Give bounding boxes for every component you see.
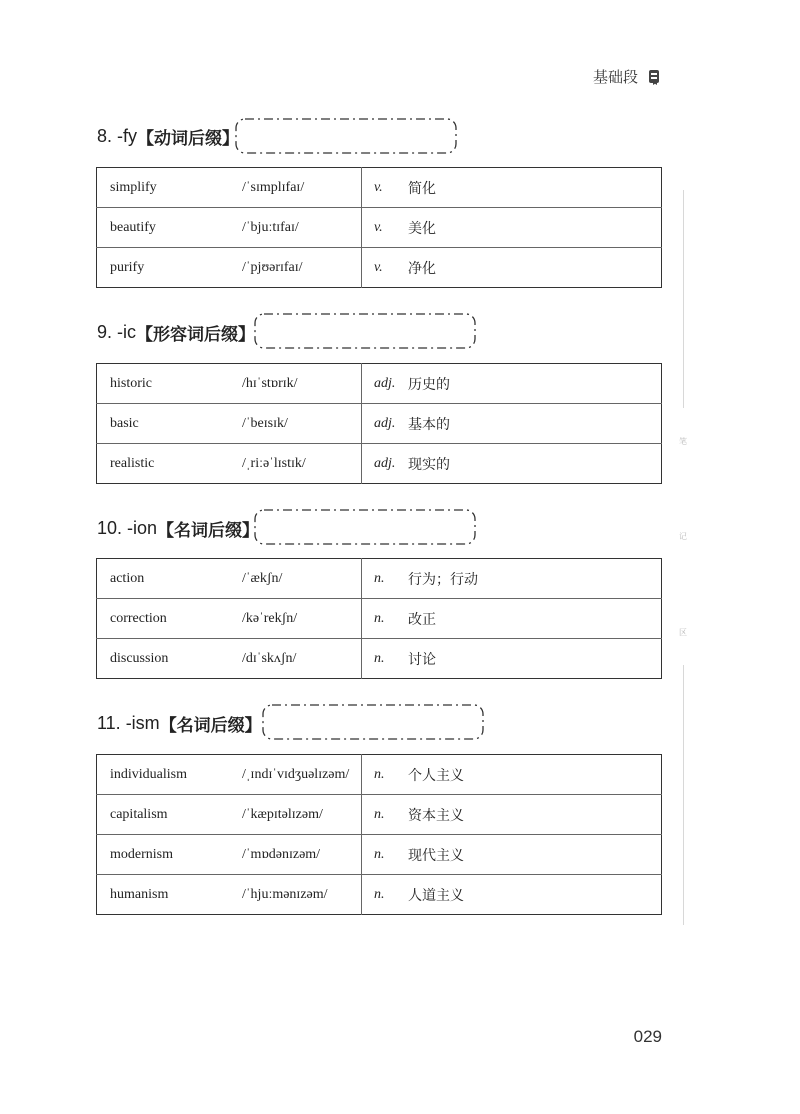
page-number: 029	[633, 1027, 662, 1046]
vocab-table-11	[96, 754, 662, 915]
part-of-speech: n.	[362, 639, 409, 679]
table-row	[97, 639, 662, 679]
answer-blank-box[interactable]	[235, 118, 457, 154]
vocab-table-8	[96, 167, 662, 288]
table-row	[97, 444, 662, 484]
phonetic: /ˌɪndɪˈvɪdʒuəlɪzəm/	[242, 766, 350, 782]
meaning: 现代主义	[408, 835, 662, 875]
meaning: 简化	[408, 181, 436, 197]
meaning: 讨论	[408, 639, 662, 679]
part-of-speech: v.	[362, 248, 409, 288]
part-of-speech: adj.	[362, 364, 409, 404]
side-divider-top	[683, 190, 684, 408]
word: correction	[97, 599, 243, 639]
section-number: 10. -ion	[97, 518, 158, 538]
phonetic: /ˈpjʊərɪfaɪ/	[242, 248, 362, 288]
book-flag-icon	[648, 69, 660, 85]
part-of-speech: n.	[362, 599, 409, 639]
part-of-speech: n.	[362, 875, 409, 915]
section-label: 【名词后缀】	[159, 716, 262, 736]
word: historic	[110, 375, 152, 391]
phonetic: /dɪˈskʌʃn/	[242, 639, 362, 679]
phonetic: /ˈækʃn/	[242, 570, 283, 586]
meaning: 资本主义	[408, 795, 662, 835]
section-number: 9. -ic	[97, 322, 137, 342]
part-of-speech: adj.	[362, 404, 409, 444]
answer-blank-box[interactable]	[254, 509, 476, 545]
word: modernism	[97, 835, 243, 875]
meaning: 人道主义	[408, 875, 662, 915]
phonetic: /ˈsɪmplɪfaɪ/	[242, 179, 305, 195]
table-row	[97, 559, 662, 599]
phonetic: /kəˈrekʃn/	[242, 599, 362, 639]
phonetic: /hɪˈstɒrɪk/	[242, 375, 298, 391]
phonetic: /ˈbjuːtɪfaɪ/	[242, 208, 362, 248]
table-row	[97, 248, 662, 288]
section-number: 8. -fy	[97, 126, 138, 146]
meaning: 现实的	[408, 444, 662, 484]
table-row	[97, 364, 662, 404]
part-of-speech: n.	[362, 559, 409, 599]
section-title-11	[97, 711, 262, 736]
table-row	[97, 168, 662, 208]
phonetic: /ˈhjuːmənɪzəm/	[242, 875, 362, 915]
word: beautify	[97, 208, 243, 248]
word: basic	[97, 404, 243, 444]
meaning: 改正	[408, 599, 662, 639]
meaning: 个人主义	[408, 768, 464, 784]
section-label: 【名词后缀】	[157, 521, 260, 541]
section-label: 【形容词后缀】	[136, 325, 256, 345]
chapter-title: 基础段	[592, 68, 638, 86]
table-row	[97, 835, 662, 875]
word: discussion	[97, 639, 243, 679]
side-divider-bottom	[683, 665, 684, 925]
meaning: 基本的	[408, 404, 662, 444]
table-row	[97, 875, 662, 915]
part-of-speech: n.	[362, 835, 409, 875]
answer-blank-box[interactable]	[254, 313, 476, 349]
section-title-8	[97, 124, 239, 149]
table-row	[97, 795, 662, 835]
side-label-2: 记	[679, 532, 687, 541]
vocab-table-9	[96, 363, 662, 484]
section-number: 11. -ism	[97, 713, 160, 733]
word: humanism	[97, 875, 243, 915]
meaning: 历史的	[408, 377, 450, 393]
answer-blank-box[interactable]	[262, 704, 484, 740]
side-label-3: 区	[679, 628, 687, 637]
phonetic: /ˈkæpɪtəlɪzəm/	[242, 795, 362, 835]
phonetic: /ˌriːəˈlɪstɪk/	[242, 444, 362, 484]
table-row	[97, 208, 662, 248]
vocab-table-10	[96, 558, 662, 679]
meaning: 美化	[408, 208, 662, 248]
part-of-speech: n.	[362, 755, 409, 795]
part-of-speech: v.	[362, 168, 409, 208]
table-row	[97, 599, 662, 639]
word: capitalism	[97, 795, 243, 835]
phonetic: /ˈmɒdənɪzəm/	[242, 835, 362, 875]
section-title-10	[97, 516, 259, 541]
side-label-1: 笔	[679, 437, 687, 446]
part-of-speech: v.	[362, 208, 409, 248]
section-label: 【动词后缀】	[137, 129, 240, 149]
part-of-speech: n.	[362, 795, 409, 835]
word: individualism	[110, 766, 187, 782]
table-row	[97, 404, 662, 444]
phonetic: /ˈbeɪsɪk/	[242, 404, 362, 444]
page-header	[593, 66, 660, 87]
table-row	[97, 755, 662, 795]
meaning: 净化	[408, 248, 662, 288]
meaning: 行为；行动	[408, 572, 478, 588]
word: action	[110, 570, 145, 586]
section-title-9	[97, 320, 255, 345]
part-of-speech: adj.	[362, 444, 409, 484]
word: purify	[97, 248, 243, 288]
word: simplify	[110, 179, 157, 195]
word: realistic	[97, 444, 243, 484]
